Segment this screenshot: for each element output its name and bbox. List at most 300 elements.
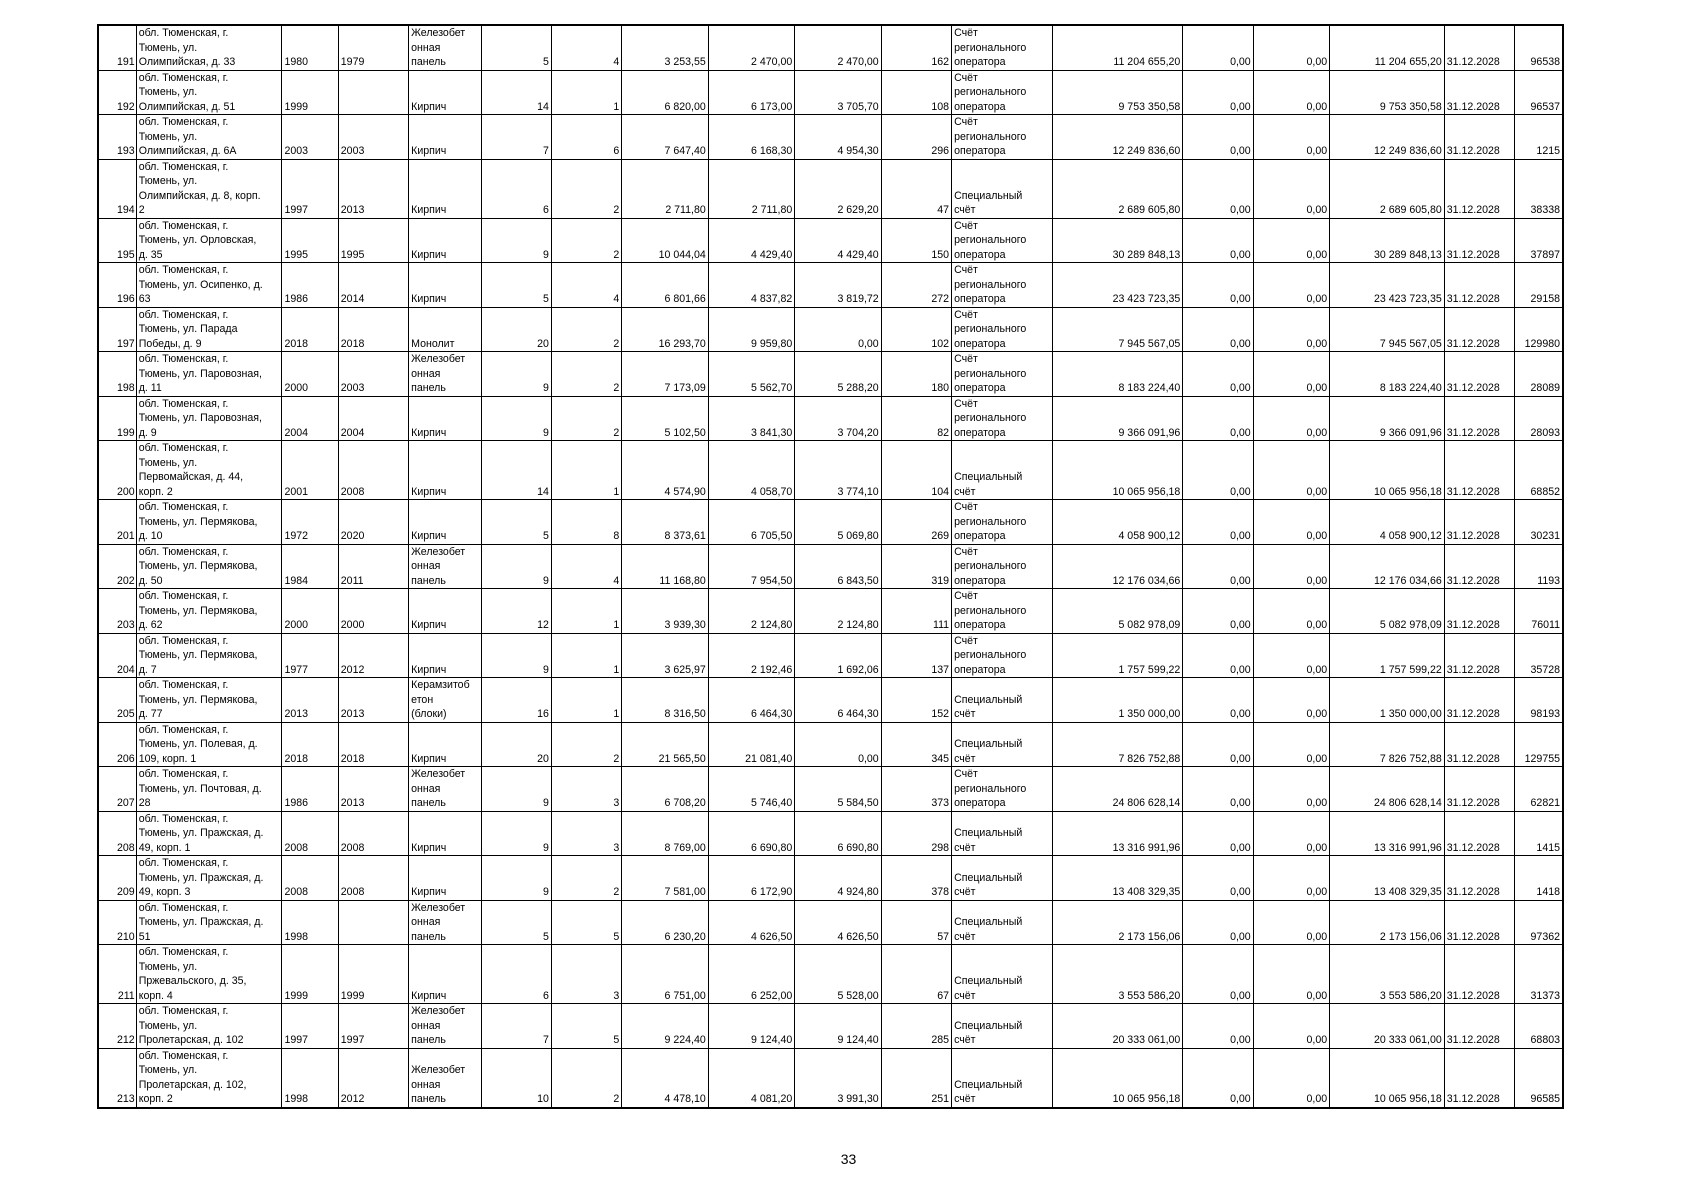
- row-number: 193: [98, 115, 136, 160]
- total-area-cell: 3 253,55: [622, 25, 708, 70]
- entrances-cell: 2: [551, 722, 621, 767]
- cost-total-cell: 24 806 628,14: [1052, 767, 1183, 812]
- wall-material-cell: Кирпич: [409, 115, 481, 160]
- row-number: 201: [98, 500, 136, 545]
- living-area-cell: 9 959,80: [708, 307, 794, 352]
- fund-method-cell: Специальный счёт: [952, 722, 1053, 767]
- floors-cell: 5: [481, 25, 551, 70]
- owned-area-cell: 0,00: [795, 307, 881, 352]
- year-built-cell: 1972: [282, 500, 338, 545]
- entrances-cell: 3: [551, 945, 621, 1004]
- cost-total-cell: 12 176 034,66: [1052, 544, 1183, 589]
- owned-area-cell: 4 429,40: [795, 218, 881, 263]
- year-built-cell: 1980: [282, 25, 338, 70]
- cost-owners-cell: 13 316 991,96: [1330, 811, 1445, 856]
- year-built-cell: 2008: [282, 856, 338, 901]
- cost-federal-cell: 0,00: [1183, 218, 1253, 263]
- deadline-cell: 31.12.2028: [1444, 115, 1514, 160]
- table-row: [98, 115, 1563, 160]
- floors-cell: 14: [481, 70, 551, 115]
- entrances-cell: 2: [551, 307, 621, 352]
- cost-owners-cell: 11 204 655,20: [1330, 25, 1445, 70]
- residents-cell: 150: [881, 218, 951, 263]
- cost-total-cell: 23 423 723,35: [1052, 263, 1183, 308]
- floors-cell: 9: [481, 396, 551, 441]
- wall-material-cell: Железобет онная панель: [409, 352, 481, 397]
- year-repair-cell: 1979: [338, 25, 408, 70]
- wall-material-cell: Монолит: [409, 307, 481, 352]
- living-area-cell: 4 837,82: [708, 263, 794, 308]
- year-built-cell: 1998: [282, 1048, 338, 1108]
- owned-area-cell: 3 819,72: [795, 263, 881, 308]
- cost-regional-cell: 0,00: [1253, 25, 1329, 70]
- wall-material-cell: Кирпич: [409, 218, 481, 263]
- cost-regional-cell: 0,00: [1253, 856, 1329, 901]
- floors-cell: 9: [481, 218, 551, 263]
- total-area-cell: 7 173,09: [622, 352, 708, 397]
- total-area-cell: 2 711,80: [622, 159, 708, 218]
- deadline-cell: 31.12.2028: [1444, 900, 1514, 945]
- table-row: [98, 722, 1563, 767]
- total-area-cell: 4 478,10: [622, 1048, 708, 1108]
- residents-cell: 251: [881, 1048, 951, 1108]
- residents-cell: 345: [881, 722, 951, 767]
- cost-regional-cell: 0,00: [1253, 441, 1329, 500]
- house-code-cell: 37897: [1515, 218, 1563, 263]
- year-repair-cell: 2008: [338, 811, 408, 856]
- entrances-cell: 2: [551, 396, 621, 441]
- entrances-cell: 1: [551, 589, 621, 634]
- total-area-cell: 7 647,40: [622, 115, 708, 160]
- cost-federal-cell: 0,00: [1183, 945, 1253, 1004]
- living-area-cell: 6 464,30: [708, 678, 794, 723]
- cost-total-cell: 5 082 978,09: [1052, 589, 1183, 634]
- deadline-cell: 31.12.2028: [1444, 678, 1514, 723]
- cost-total-cell: 2 173 156,06: [1052, 900, 1183, 945]
- year-built-cell: 1986: [282, 263, 338, 308]
- cost-owners-cell: 1 350 000,00: [1330, 678, 1445, 723]
- deadline-cell: 31.12.2028: [1444, 589, 1514, 634]
- fund-method-cell: Счёт регионального оператора: [952, 70, 1053, 115]
- residents-cell: 285: [881, 1004, 951, 1049]
- residents-cell: 104: [881, 441, 951, 500]
- table-row: [98, 1048, 1563, 1108]
- wall-material-cell: Железобет онная панель: [409, 1004, 481, 1049]
- cost-owners-cell: 3 553 586,20: [1330, 945, 1445, 1004]
- house-code-cell: 28089: [1515, 352, 1563, 397]
- wall-material-cell: Железобет онная панель: [409, 544, 481, 589]
- address-cell: обл. Тюменская, г. Тюмень, ул. Парада Победы, д. 9: [136, 307, 282, 352]
- owned-area-cell: 1 692,06: [795, 633, 881, 678]
- wall-material-cell: Кирпич: [409, 70, 481, 115]
- address-cell: обл. Тюменская, г. Тюмень, ул. Пермякова, д. 62: [136, 589, 282, 634]
- address-cell: обл. Тюменская, г. Тюмень, ул. Паровозная, д. 9: [136, 396, 282, 441]
- cost-total-cell: 13 408 329,35: [1052, 856, 1183, 901]
- total-area-cell: 5 102,50: [622, 396, 708, 441]
- deadline-cell: 31.12.2028: [1444, 70, 1514, 115]
- living-area-cell: 4 429,40: [708, 218, 794, 263]
- living-area-cell: 2 470,00: [708, 25, 794, 70]
- cost-regional-cell: 0,00: [1253, 544, 1329, 589]
- row-number: 195: [98, 218, 136, 263]
- owned-area-cell: 5 069,80: [795, 500, 881, 545]
- house-code-cell: 1418: [1515, 856, 1563, 901]
- row-number: 199: [98, 396, 136, 441]
- living-area-cell: 2 711,80: [708, 159, 794, 218]
- cost-federal-cell: 0,00: [1183, 159, 1253, 218]
- address-cell: обл. Тюменская, г. Тюмень, ул. Пржевальского, д. 35, корп. 4: [136, 945, 282, 1004]
- year-repair-cell: 2018: [338, 307, 408, 352]
- row-number: 203: [98, 589, 136, 634]
- table-row: [98, 352, 1563, 397]
- house-code-cell: 31373: [1515, 945, 1563, 1004]
- total-area-cell: 16 293,70: [622, 307, 708, 352]
- owned-area-cell: 6 690,80: [795, 811, 881, 856]
- residents-cell: 378: [881, 856, 951, 901]
- cost-total-cell: 7 945 567,05: [1052, 307, 1183, 352]
- owned-area-cell: 0,00: [795, 722, 881, 767]
- house-code-cell: 30231: [1515, 500, 1563, 545]
- year-built-cell: 1995: [282, 218, 338, 263]
- deadline-cell: 31.12.2028: [1444, 544, 1514, 589]
- wall-material-cell: Кирпич: [409, 856, 481, 901]
- cost-regional-cell: 0,00: [1253, 811, 1329, 856]
- floors-cell: 9: [481, 352, 551, 397]
- address-cell: обл. Тюменская, г. Тюмень, ул. Пермякова, д. 77: [136, 678, 282, 723]
- entrances-cell: 1: [551, 678, 621, 723]
- deadline-cell: 31.12.2028: [1444, 263, 1514, 308]
- address-cell: обл. Тюменская, г. Тюмень, ул. Пролетарская, д. 102: [136, 1004, 282, 1049]
- cost-regional-cell: 0,00: [1253, 900, 1329, 945]
- table-row: [98, 25, 1563, 70]
- wall-material-cell: Железобет онная панель: [409, 25, 481, 70]
- year-repair-cell: 2008: [338, 856, 408, 901]
- fund-method-cell: Счёт регионального оператора: [952, 396, 1053, 441]
- deadline-cell: 31.12.2028: [1444, 25, 1514, 70]
- cost-regional-cell: 0,00: [1253, 767, 1329, 812]
- cost-owners-cell: 5 082 978,09: [1330, 589, 1445, 634]
- year-built-cell: 2018: [282, 307, 338, 352]
- cost-total-cell: 3 553 586,20: [1052, 945, 1183, 1004]
- cost-regional-cell: 0,00: [1253, 396, 1329, 441]
- address-cell: обл. Тюменская, г. Тюмень, ул. Пражская, д. 51: [136, 900, 282, 945]
- page-number: 33: [840, 1151, 857, 1167]
- row-number: 198: [98, 352, 136, 397]
- entrances-cell: 8: [551, 500, 621, 545]
- residents-cell: 108: [881, 70, 951, 115]
- address-cell: обл. Тюменская, г. Тюмень, ул. Осипенко, д. 63: [136, 263, 282, 308]
- cost-owners-cell: 2 689 605,80: [1330, 159, 1445, 218]
- deadline-cell: 31.12.2028: [1444, 722, 1514, 767]
- cost-federal-cell: 0,00: [1183, 500, 1253, 545]
- house-code-cell: 68803: [1515, 1004, 1563, 1049]
- cost-total-cell: 10 065 956,18: [1052, 1048, 1183, 1108]
- year-repair-cell: 2020: [338, 500, 408, 545]
- cost-regional-cell: 0,00: [1253, 263, 1329, 308]
- living-area-cell: 6 172,90: [708, 856, 794, 901]
- entrances-cell: 2: [551, 1048, 621, 1108]
- residents-cell: 298: [881, 811, 951, 856]
- residents-cell: 296: [881, 115, 951, 160]
- cost-total-cell: 30 289 848,13: [1052, 218, 1183, 263]
- residents-cell: 82: [881, 396, 951, 441]
- house-code-cell: 62821: [1515, 767, 1563, 812]
- row-number: 208: [98, 811, 136, 856]
- house-code-cell: 129755: [1515, 722, 1563, 767]
- year-repair-cell: [338, 900, 408, 945]
- row-number: 212: [98, 1004, 136, 1049]
- floors-cell: 9: [481, 767, 551, 812]
- deadline-cell: 31.12.2028: [1444, 159, 1514, 218]
- deadline-cell: 31.12.2028: [1444, 500, 1514, 545]
- row-number: 196: [98, 263, 136, 308]
- cost-total-cell: 11 204 655,20: [1052, 25, 1183, 70]
- residents-cell: 162: [881, 25, 951, 70]
- fund-method-cell: Специальный счёт: [952, 900, 1053, 945]
- fund-method-cell: Специальный счёт: [952, 1004, 1053, 1049]
- residents-cell: 272: [881, 263, 951, 308]
- year-built-cell: 2013: [282, 678, 338, 723]
- floors-cell: 20: [481, 307, 551, 352]
- cost-regional-cell: 0,00: [1253, 678, 1329, 723]
- deadline-cell: 31.12.2028: [1444, 218, 1514, 263]
- wall-material-cell: Кирпич: [409, 441, 481, 500]
- owned-area-cell: 2 629,20: [795, 159, 881, 218]
- cost-regional-cell: 0,00: [1253, 722, 1329, 767]
- entrances-cell: 1: [551, 633, 621, 678]
- entrances-cell: 4: [551, 263, 621, 308]
- row-number: 206: [98, 722, 136, 767]
- owned-area-cell: 9 124,40: [795, 1004, 881, 1049]
- floors-cell: 5: [481, 263, 551, 308]
- table-row: [98, 70, 1563, 115]
- house-code-cell: 1215: [1515, 115, 1563, 160]
- owned-area-cell: 2 124,80: [795, 589, 881, 634]
- living-area-cell: 4 626,50: [708, 900, 794, 945]
- floors-cell: 7: [481, 1004, 551, 1049]
- entrances-cell: 3: [551, 811, 621, 856]
- cost-owners-cell: 9 753 350,58: [1330, 70, 1445, 115]
- row-number: 194: [98, 159, 136, 218]
- house-code-cell: 98193: [1515, 678, 1563, 723]
- cost-owners-cell: 30 289 848,13: [1330, 218, 1445, 263]
- table-row: [98, 900, 1563, 945]
- table-row: [98, 945, 1563, 1004]
- table-row: [98, 767, 1563, 812]
- fund-method-cell: Счёт регионального оператора: [952, 263, 1053, 308]
- residents-cell: 319: [881, 544, 951, 589]
- year-built-cell: 2018: [282, 722, 338, 767]
- fund-method-cell: Специальный счёт: [952, 1048, 1053, 1108]
- cost-owners-cell: 12 176 034,66: [1330, 544, 1445, 589]
- row-number: 210: [98, 900, 136, 945]
- fund-method-cell: Счёт регионального оператора: [952, 767, 1053, 812]
- total-area-cell: 10 044,04: [622, 218, 708, 263]
- cost-regional-cell: 0,00: [1253, 945, 1329, 1004]
- house-code-cell: 1193: [1515, 544, 1563, 589]
- owned-area-cell: 4 626,50: [795, 900, 881, 945]
- cost-owners-cell: 10 065 956,18: [1330, 441, 1445, 500]
- living-area-cell: 6 705,50: [708, 500, 794, 545]
- year-repair-cell: 1999: [338, 945, 408, 1004]
- owned-area-cell: 4 924,80: [795, 856, 881, 901]
- floors-cell: 6: [481, 945, 551, 1004]
- cost-owners-cell: 8 183 224,40: [1330, 352, 1445, 397]
- house-code-cell: 96537: [1515, 70, 1563, 115]
- living-area-cell: 6 168,30: [708, 115, 794, 160]
- total-area-cell: 3 625,97: [622, 633, 708, 678]
- cost-owners-cell: 10 065 956,18: [1330, 1048, 1445, 1108]
- entrances-cell: 2: [551, 856, 621, 901]
- deadline-cell: 31.12.2028: [1444, 352, 1514, 397]
- fund-method-cell: Счёт регионального оператора: [952, 544, 1053, 589]
- year-built-cell: 2001: [282, 441, 338, 500]
- row-number: 200: [98, 441, 136, 500]
- cost-regional-cell: 0,00: [1253, 1048, 1329, 1108]
- house-code-cell: 38338: [1515, 159, 1563, 218]
- cost-federal-cell: 0,00: [1183, 811, 1253, 856]
- cost-federal-cell: 0,00: [1183, 396, 1253, 441]
- floors-cell: 12: [481, 589, 551, 634]
- house-code-cell: 35728: [1515, 633, 1563, 678]
- entrances-cell: 4: [551, 25, 621, 70]
- floors-cell: 16: [481, 678, 551, 723]
- deadline-cell: 31.12.2028: [1444, 633, 1514, 678]
- floors-cell: 5: [481, 900, 551, 945]
- floors-cell: 9: [481, 856, 551, 901]
- cost-federal-cell: 0,00: [1183, 1048, 1253, 1108]
- year-repair-cell: 1997: [338, 1004, 408, 1049]
- year-repair-cell: 1995: [338, 218, 408, 263]
- living-area-cell: 6 173,00: [708, 70, 794, 115]
- table-row: [98, 263, 1563, 308]
- wall-material-cell: Железобет онная панель: [409, 767, 481, 812]
- cost-owners-cell: 23 423 723,35: [1330, 263, 1445, 308]
- year-repair-cell: 2012: [338, 633, 408, 678]
- row-number: 191: [98, 25, 136, 70]
- address-cell: обл. Тюменская, г. Тюмень, ул. Олимпийская, д. 8, корп. 2: [136, 159, 282, 218]
- year-built-cell: 1977: [282, 633, 338, 678]
- total-area-cell: 4 574,90: [622, 441, 708, 500]
- address-cell: обл. Тюменская, г. Тюмень, ул. Пролетарская, д. 102, корп. 2: [136, 1048, 282, 1108]
- residents-cell: 47: [881, 159, 951, 218]
- cost-regional-cell: 0,00: [1253, 352, 1329, 397]
- wall-material-cell: Керамзитоб етон (блоки): [409, 678, 481, 723]
- house-code-cell: 96538: [1515, 25, 1563, 70]
- entrances-cell: 2: [551, 218, 621, 263]
- cost-federal-cell: 0,00: [1183, 352, 1253, 397]
- address-cell: обл. Тюменская, г. Тюмень, ул. Олимпийская, д. 51: [136, 70, 282, 115]
- wall-material-cell: Кирпич: [409, 396, 481, 441]
- cost-regional-cell: 0,00: [1253, 1004, 1329, 1049]
- wall-material-cell: Кирпич: [409, 159, 481, 218]
- fund-method-cell: Счёт регионального оператора: [952, 115, 1053, 160]
- deadline-cell: 31.12.2028: [1444, 811, 1514, 856]
- house-code-cell: 76011: [1515, 589, 1563, 634]
- table-row: [98, 159, 1563, 218]
- year-repair-cell: 2008: [338, 441, 408, 500]
- cost-regional-cell: 0,00: [1253, 633, 1329, 678]
- deadline-cell: 31.12.2028: [1444, 1048, 1514, 1108]
- table-row: [98, 589, 1563, 634]
- address-cell: обл. Тюменская, г. Тюмень, ул. Пермякова, д. 10: [136, 500, 282, 545]
- floors-cell: 14: [481, 441, 551, 500]
- floors-cell: 20: [481, 722, 551, 767]
- living-area-cell: 2 124,80: [708, 589, 794, 634]
- living-area-cell: 6 690,80: [708, 811, 794, 856]
- deadline-cell: 31.12.2028: [1444, 1004, 1514, 1049]
- wall-material-cell: Кирпич: [409, 500, 481, 545]
- table-row: [98, 678, 1563, 723]
- table-row: [98, 856, 1563, 901]
- cost-total-cell: 10 065 956,18: [1052, 441, 1183, 500]
- table-row: [98, 500, 1563, 545]
- address-cell: обл. Тюменская, г. Тюмень, ул. Пражская, д. 49, корп. 3: [136, 856, 282, 901]
- floors-cell: 6: [481, 159, 551, 218]
- cost-federal-cell: 0,00: [1183, 1004, 1253, 1049]
- residents-cell: 152: [881, 678, 951, 723]
- owned-area-cell: 5 288,20: [795, 352, 881, 397]
- house-code-cell: 68852: [1515, 441, 1563, 500]
- fund-method-cell: Специальный счёт: [952, 441, 1053, 500]
- cost-owners-cell: 9 366 091,96: [1330, 396, 1445, 441]
- floors-cell: 7: [481, 115, 551, 160]
- entrances-cell: 2: [551, 352, 621, 397]
- year-built-cell: 2004: [282, 396, 338, 441]
- floors-cell: 9: [481, 633, 551, 678]
- living-area-cell: 7 954,50: [708, 544, 794, 589]
- living-area-cell: 2 192,46: [708, 633, 794, 678]
- year-built-cell: 1986: [282, 767, 338, 812]
- row-number: 213: [98, 1048, 136, 1108]
- owned-area-cell: 6 843,50: [795, 544, 881, 589]
- owned-area-cell: 3 774,10: [795, 441, 881, 500]
- cost-federal-cell: 0,00: [1183, 263, 1253, 308]
- row-number: 197: [98, 307, 136, 352]
- cost-total-cell: 2 689 605,80: [1052, 159, 1183, 218]
- house-code-cell: 96585: [1515, 1048, 1563, 1108]
- deadline-cell: 31.12.2028: [1444, 441, 1514, 500]
- year-repair-cell: 2013: [338, 159, 408, 218]
- address-cell: обл. Тюменская, г. Тюмень, ул. Олимпийская, д. 6А: [136, 115, 282, 160]
- total-area-cell: 9 224,40: [622, 1004, 708, 1049]
- housing-table-sheet: [97, 24, 1564, 1109]
- cost-owners-cell: 7 826 752,88: [1330, 722, 1445, 767]
- cost-total-cell: 9 753 350,58: [1052, 70, 1183, 115]
- residents-cell: 137: [881, 633, 951, 678]
- year-repair-cell: 2004: [338, 396, 408, 441]
- wall-material-cell: Кирпич: [409, 722, 481, 767]
- row-number: 192: [98, 70, 136, 115]
- year-built-cell: 2008: [282, 811, 338, 856]
- cost-regional-cell: 0,00: [1253, 218, 1329, 263]
- wall-material-cell: Кирпич: [409, 263, 481, 308]
- residents-cell: 180: [881, 352, 951, 397]
- deadline-cell: 31.12.2028: [1444, 945, 1514, 1004]
- total-area-cell: 6 801,66: [622, 263, 708, 308]
- residents-cell: 269: [881, 500, 951, 545]
- year-repair-cell: 2012: [338, 1048, 408, 1108]
- total-area-cell: 6 230,20: [622, 900, 708, 945]
- cost-total-cell: 8 183 224,40: [1052, 352, 1183, 397]
- table-row: [98, 441, 1563, 500]
- wall-material-cell: Кирпич: [409, 589, 481, 634]
- year-built-cell: 2000: [282, 589, 338, 634]
- table-row: [98, 1004, 1563, 1049]
- cost-owners-cell: 4 058 900,12: [1330, 500, 1445, 545]
- total-area-cell: 8 769,00: [622, 811, 708, 856]
- cost-federal-cell: 0,00: [1183, 900, 1253, 945]
